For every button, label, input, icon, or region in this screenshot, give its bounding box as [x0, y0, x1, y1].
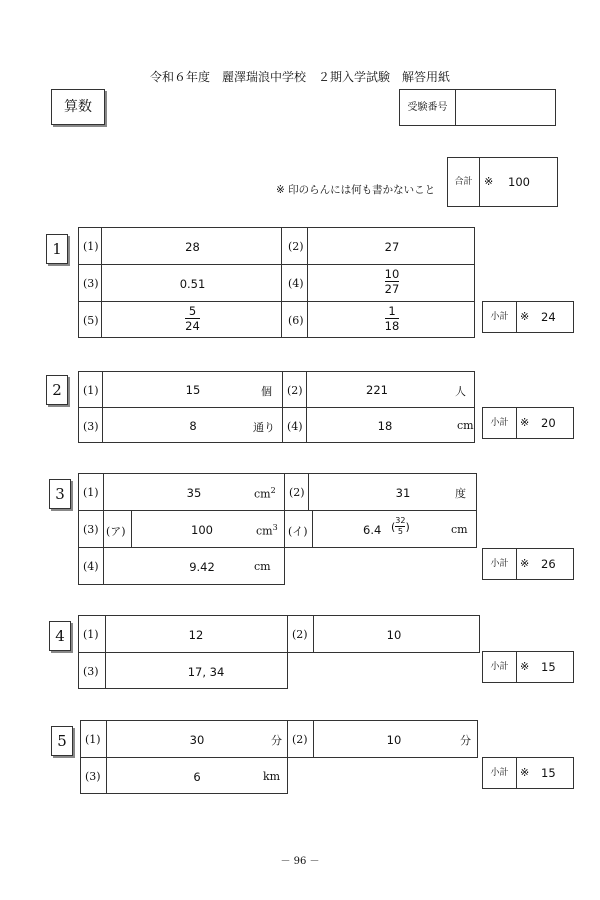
total-mark: ※ — [484, 175, 494, 188]
q2-answer-grid — [78, 371, 475, 443]
q5-answer-grid — [80, 720, 478, 794]
page-title: 令和６年度 麗澤瑞浪中学校 ２期入学試験 解答用紙 — [149, 70, 450, 84]
subject-box — [51, 89, 105, 125]
q1-answer-2: 27 — [307, 227, 475, 265]
q1-answer-1: 28 — [101, 227, 282, 265]
q3-answer-3a: 100 $cm^3$ — [131, 510, 285, 548]
q5-answer-1: 30 分 — [106, 720, 288, 758]
total-value: 100 — [508, 175, 530, 189]
q3-answer-2: 31 度 — [308, 473, 477, 511]
q2-subtotal: 小計 ※ 20 — [482, 407, 574, 439]
q4-answer-3: 17, 34 — [105, 652, 288, 689]
subject-label: 算数 — [64, 99, 92, 115]
question-number-4: 4 — [49, 621, 71, 651]
q4-label-1: (1) — [83, 628, 99, 641]
q5-label-2: (2) — [292, 733, 308, 746]
q1-answer-4: $\frac{10}{27}$ — [307, 264, 475, 302]
question-number-2: 2 — [46, 375, 68, 405]
q3-answer-3b: 6.4 ( $\frac{32}{5}$ ) cm — [312, 510, 477, 548]
question-number-1: 1 — [46, 234, 68, 264]
q3-sublabel-b: (イ) — [288, 525, 308, 538]
q4-label-3: (3) — [83, 665, 99, 678]
q3-answer-grid — [78, 473, 477, 585]
exam-number-field[interactable] — [457, 90, 555, 125]
q5-label-1: (1) — [85, 733, 101, 746]
q4-label-2: (2) — [292, 628, 308, 641]
q2-answer-2: 221 人 — [306, 371, 475, 408]
question-number-3: 3 — [49, 479, 71, 509]
q1-label-5: (5) — [83, 314, 99, 327]
q1-label-4: (4) — [288, 277, 304, 290]
total-label: 合計 — [448, 158, 480, 206]
q1-label-2: (2) — [288, 240, 304, 253]
q1-label-6: (6) — [288, 314, 304, 327]
q5-label-3: (3) — [85, 770, 101, 783]
q1-answer-5: $\frac{5}{24}$ — [101, 301, 282, 338]
q5-subtotal: 小計 ※ 15 — [482, 757, 574, 789]
q5-answer-2: 10 分 — [313, 720, 478, 758]
q1-label-3: (3) — [83, 277, 99, 290]
q3-answer-1: 35 $cm^2$ — [103, 473, 285, 511]
q1-answer-3: 0.51 — [101, 264, 282, 302]
q3-sublabel-a: (ア) — [106, 525, 126, 538]
q2-answer-1: 15 個 — [102, 371, 283, 408]
q2-label-3: (3) — [83, 420, 99, 433]
instruction-note: ※ 印のらんには何も書かないこと — [276, 184, 436, 196]
q3-label-2: (2) — [289, 486, 305, 499]
q3-label-4: (4) — [83, 560, 99, 573]
q4-answer-grid — [78, 615, 480, 689]
question-number-5: 5 — [51, 726, 73, 756]
exam-number-label: 受験番号 — [400, 90, 456, 125]
q2-label-2: (2) — [287, 384, 303, 397]
total-box — [447, 157, 558, 207]
q3-subtotal: 小計 ※ 26 — [482, 548, 574, 580]
q4-answer-1: 12 — [105, 615, 288, 653]
q1-label-1: (1) — [83, 240, 99, 253]
q1-answer-6: $\frac{1}{18}$ — [307, 301, 475, 338]
q3-label-1: (1) — [83, 486, 99, 499]
q1-subtotal: 小計 ※ 24 — [482, 301, 574, 333]
q2-answer-4: 18 cm — [306, 407, 475, 443]
q4-answer-2: 10 — [313, 615, 480, 653]
q3-answer-4: 9.42 cm — [103, 547, 285, 585]
q1-answer-grid — [78, 227, 475, 338]
page-number: － 96 － — [280, 856, 320, 867]
q2-label-1: (1) — [83, 384, 99, 397]
q5-answer-3: 6 km — [106, 757, 288, 794]
q4-subtotal: 小計 ※ 15 — [482, 651, 574, 683]
q2-label-4: (4) — [287, 420, 303, 433]
q2-answer-3: 8 通り — [102, 407, 283, 443]
exam-number-box — [399, 89, 556, 126]
q3-label-3: (3) — [83, 523, 99, 536]
